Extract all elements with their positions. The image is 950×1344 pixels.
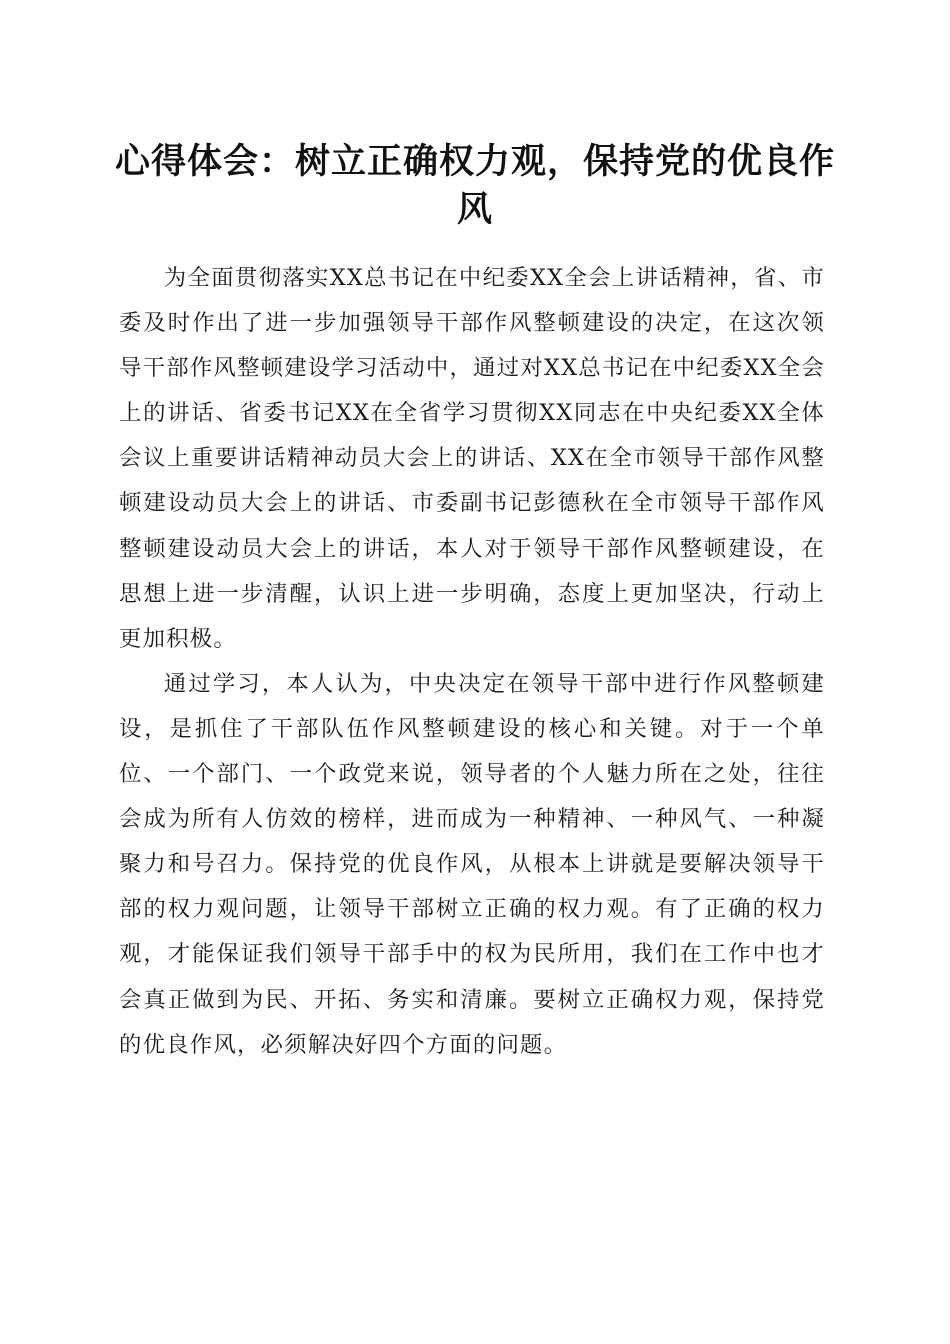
paragraph-2: 通过学习，本人认为，中央决定在领导干部中进行作风整顿建设，是抓住了干部队伍作风整顿建设的核心和关键。对于一个单位、一个部门、一个政党来说，领导者的个人魅力所在之处，往往会成为所有人仿效的榜样，进而成为一种精神、一种风气、一种凝聚力和号召力。保持党的优良作风，从根本上讲就是要解决领导干部的权力观问题，让领导干部树立正确的权力观。有了正确的权力观，才能保证我们领导干部手中的权为民所用，我们在工作中也才会真正做到为民、开拓、务实和清廉。要树立正确权力观，保持党的优良作风，必须解决好四个方面的问题。 <box>119 670 825 1058</box>
document-title: 心得体会：树立正确权力观，保持党的优良作风 <box>114 141 835 230</box>
paragraph-1: 为全面贯彻落实XX总书记在中纪委XX全会上讲话精神，省、市委及时作出了进一步加强领导干部作风整顿建设的决定，在这次领导干部作风整顿建设学习活动中，通过对XX总书记在中纪委XX全会上的讲话、省委书记XX在全省学习贯彻XX同志在中央纪委XX全体会议上重要讲话精神动员大会上的讲话、XX在全市领导干部作风整顿建设动员大会上的讲话、市委副书记彭德秋在全市领导干部作风整顿建设动员大会上的讲话，本人对于领导干部作风整顿建设，在思想上进一步清醒，认识上进一步明确，态度上更加坚决，行动上更加积极。 <box>119 265 825 652</box>
document-body <box>119 256 825 1068</box>
